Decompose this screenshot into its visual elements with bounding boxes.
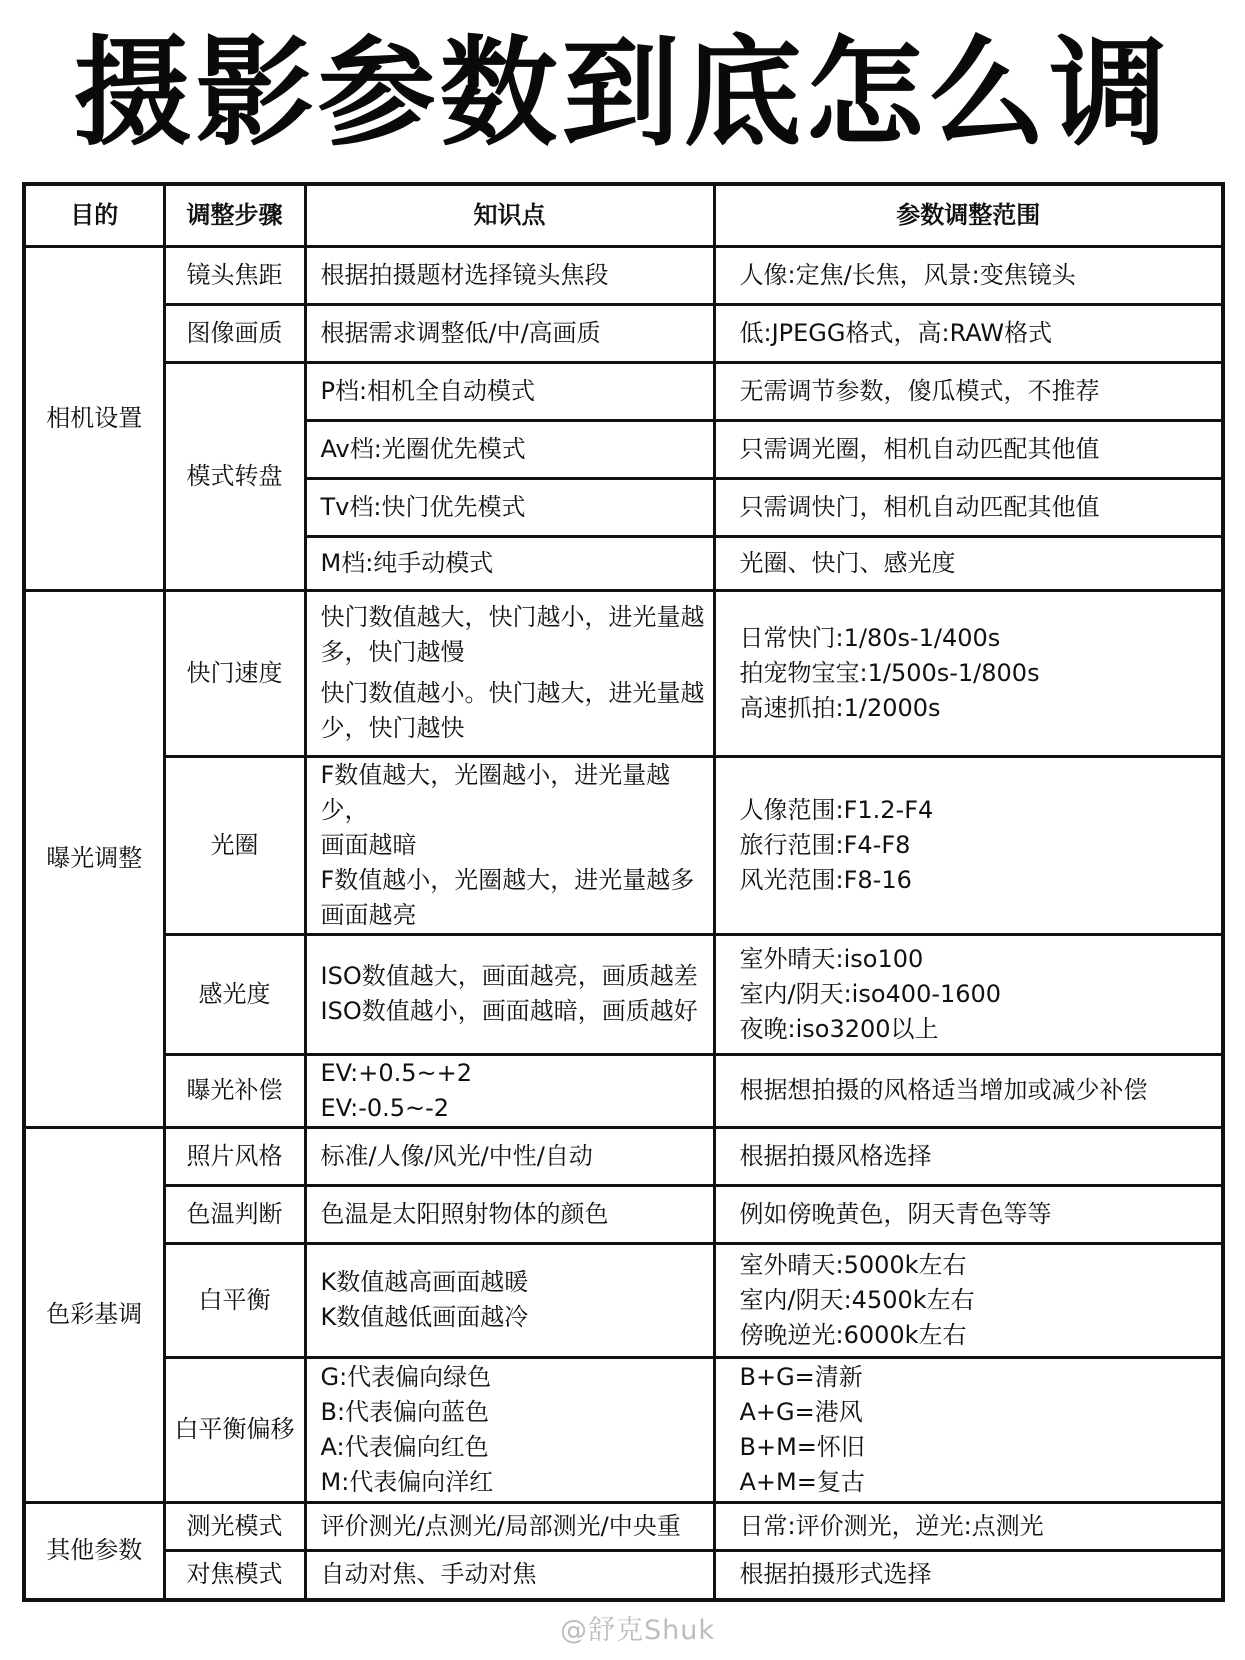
knowledge-line: B:代表偏向蓝色	[320, 1397, 490, 1426]
table-row	[24, 590, 1223, 756]
range-line: 室外晴天:5000k左右	[739, 1250, 967, 1279]
table-row	[24, 1550, 1223, 1600]
step-cell: 曝光补偿	[164, 1054, 305, 1127]
range-cell	[714, 246, 1223, 304]
knowledge-line: G:代表偏向绿色	[320, 1362, 492, 1391]
knowledge-line: P档:相机全自动模式	[320, 376, 536, 405]
knowledge-line: 根据拍摄题材选择镜头焦段	[320, 260, 609, 289]
range-line: 旅行范围:F4-F8	[739, 830, 911, 859]
knowledge-cell	[305, 478, 714, 536]
watermark: @舒克Shuk	[560, 1615, 715, 1646]
range-line: B+M=怀旧	[739, 1432, 865, 1461]
range-cell	[714, 362, 1223, 420]
knowledge-line: 多，快门越慢	[320, 638, 465, 666]
table-row	[24, 1127, 1223, 1185]
knowledge-cell	[305, 590, 714, 756]
knowledge-line: 画面越暗	[320, 830, 417, 859]
knowledge-line: 色温是太阳照射物体的颜色	[320, 1199, 609, 1228]
knowledge-line: 标准/人像/风光/中性/自动	[320, 1141, 593, 1170]
knowledge-line: Av档:光圈优先模式	[320, 434, 526, 463]
knowledge-cell	[305, 304, 714, 362]
range-cell	[714, 1127, 1223, 1185]
knowledge-line: 快门数值越小。快门越大，进光量越	[320, 679, 705, 707]
range-line: A+M=复古	[739, 1467, 865, 1496]
knowledge-cell	[305, 1357, 714, 1502]
range-cell	[714, 934, 1223, 1054]
range-line: 拍宠物宝宝:1/500s-1/800s	[739, 658, 1040, 687]
range-line: 日常快门:1/80s-1/400s	[739, 623, 1001, 652]
knowledge-line: K数值越高画面越暖	[320, 1268, 529, 1296]
range-cell	[714, 756, 1223, 934]
knowledge-line: 画面越亮	[320, 900, 417, 929]
step-cell: 感光度	[164, 934, 305, 1054]
knowledge-cell	[305, 1054, 714, 1127]
table-row	[24, 756, 1223, 934]
table-row	[24, 246, 1223, 304]
range-line: 室内/阴天:4500k左右	[739, 1285, 975, 1314]
knowledge-cell	[305, 756, 714, 934]
range-line: 根据拍摄风格选择	[739, 1141, 932, 1170]
step-cell: 对焦模式	[164, 1550, 305, 1600]
range-cell	[714, 1502, 1223, 1550]
table-row	[24, 1357, 1223, 1502]
range-line: 光圈、快门、感光度	[739, 548, 956, 577]
range-line: 日常:评价测光，逆光:点测光	[739, 1511, 1044, 1540]
range-line: 根据想拍摄的风格适当增加或减少补偿	[739, 1076, 1148, 1104]
range-line: 人像范围:F1.2-F4	[739, 795, 934, 824]
range-line: 夜晚:iso3200以上	[739, 1014, 939, 1043]
step-cell: 模式转盘	[164, 362, 305, 590]
knowledge-cell	[305, 1502, 714, 1550]
knowledge-line: K数值越低画面越冷	[320, 1303, 529, 1331]
range-line: 例如傍晚黄色，阴天青色等等	[739, 1199, 1052, 1228]
knowledge-line: 快门数值越大，快门越小，进光量越	[320, 603, 705, 631]
range-line: 无需调节参数，傻瓜模式，不推荐	[739, 376, 1100, 405]
table-row	[24, 1502, 1223, 1550]
knowledge-line: 评价测光/点测光/局部测光/中央重	[320, 1511, 681, 1540]
range-line: 低:JPEGG格式，高:RAW格式	[739, 318, 1053, 347]
range-cell	[714, 1054, 1223, 1127]
header-knowledge: 知识点	[305, 184, 714, 246]
photo-params-table	[22, 182, 1225, 1602]
step-cell: 色温判断	[164, 1185, 305, 1243]
knowledge-line: EV:+0.5~+2	[320, 1058, 472, 1087]
knowledge-line: 少，快门越快	[320, 714, 465, 742]
knowledge-cell	[305, 420, 714, 478]
group-purpose-camera: 相机设置	[24, 246, 164, 590]
range-cell	[714, 478, 1223, 536]
range-line: 风光范围:F8-16	[739, 865, 912, 894]
step-cell: 白平衡偏移	[164, 1357, 305, 1502]
range-cell	[714, 420, 1223, 478]
knowledge-line: 根据需求调整低/中/高画质	[320, 318, 601, 347]
step-cell: 白平衡	[164, 1243, 305, 1357]
knowledge-cell	[305, 1243, 714, 1357]
knowledge-cell	[305, 1185, 714, 1243]
range-cell	[714, 1243, 1223, 1357]
knowledge-cell	[305, 246, 714, 304]
knowledge-line: A:代表偏向红色	[320, 1432, 489, 1461]
range-cell	[714, 536, 1223, 590]
range-line: 室外晴天:iso100	[739, 944, 924, 973]
range-line: 室内/阴天:iso400-1600	[739, 979, 1002, 1008]
step-cell: 快门速度	[164, 590, 305, 756]
table-row	[24, 934, 1223, 1054]
knowledge-cell	[305, 362, 714, 420]
range-cell	[714, 304, 1223, 362]
range-line: 只需调光圈，相机自动匹配其他值	[739, 434, 1100, 463]
table-header-row	[24, 184, 1223, 246]
table-row	[24, 1054, 1223, 1127]
table-row	[24, 304, 1223, 362]
group-purpose-other: 其他参数	[24, 1502, 164, 1600]
step-cell: 光圈	[164, 756, 305, 934]
range-line: A+G=港风	[739, 1397, 863, 1426]
header-range: 参数调整范围	[714, 184, 1223, 246]
range-line: 根据拍摄形式选择	[739, 1560, 932, 1589]
range-line: B+G=清新	[739, 1362, 863, 1391]
range-line: 人像:定焦/长焦，风景:变焦镜头	[739, 260, 1076, 289]
table-row	[24, 1243, 1223, 1357]
knowledge-cell	[305, 1127, 714, 1185]
knowledge-line: F数值越小，光圈越大，进光量越多	[320, 865, 695, 894]
range-line: 高速抓拍:1/2000s	[739, 693, 941, 722]
group-purpose-exposure: 曝光调整	[24, 590, 164, 1127]
step-cell: 图像画质	[164, 304, 305, 362]
knowledge-line: 自动对焦、手动对焦	[320, 1560, 537, 1589]
range-cell	[714, 1550, 1223, 1600]
table-row	[24, 362, 1223, 420]
group-purpose-color: 色彩基调	[24, 1127, 164, 1502]
table-row	[24, 1185, 1223, 1243]
knowledge-cell	[305, 536, 714, 590]
page-title: 摄影参数到底怎么调	[73, 24, 1172, 162]
range-line: 傍晚逆光:6000k左右	[739, 1320, 967, 1349]
knowledge-line: M:代表偏向洋红	[320, 1467, 494, 1496]
knowledge-cell	[305, 1550, 714, 1600]
step-cell: 测光模式	[164, 1502, 305, 1550]
step-cell: 镜头焦距	[164, 246, 305, 304]
knowledge-line: M档:纯手动模式	[320, 548, 494, 577]
knowledge-line: ISO数值越大，画面越亮，画质越差	[320, 962, 698, 990]
knowledge-line: F数值越大，光圈越小，进光量越少，	[320, 760, 671, 824]
knowledge-cell	[305, 934, 714, 1054]
range-line: 只需调快门，相机自动匹配其他值	[739, 492, 1100, 521]
knowledge-line: Tv档:快门优先模式	[320, 492, 526, 521]
knowledge-line: ISO数值越小，画面越暗，画质越好	[320, 997, 698, 1025]
range-cell	[714, 1357, 1223, 1502]
header-step: 调整步骤	[164, 184, 305, 246]
range-cell	[714, 590, 1223, 756]
step-cell: 照片风格	[164, 1127, 305, 1185]
header-purpose: 目的	[24, 184, 164, 246]
range-cell	[714, 1185, 1223, 1243]
knowledge-line: EV:-0.5~-2	[320, 1093, 450, 1122]
